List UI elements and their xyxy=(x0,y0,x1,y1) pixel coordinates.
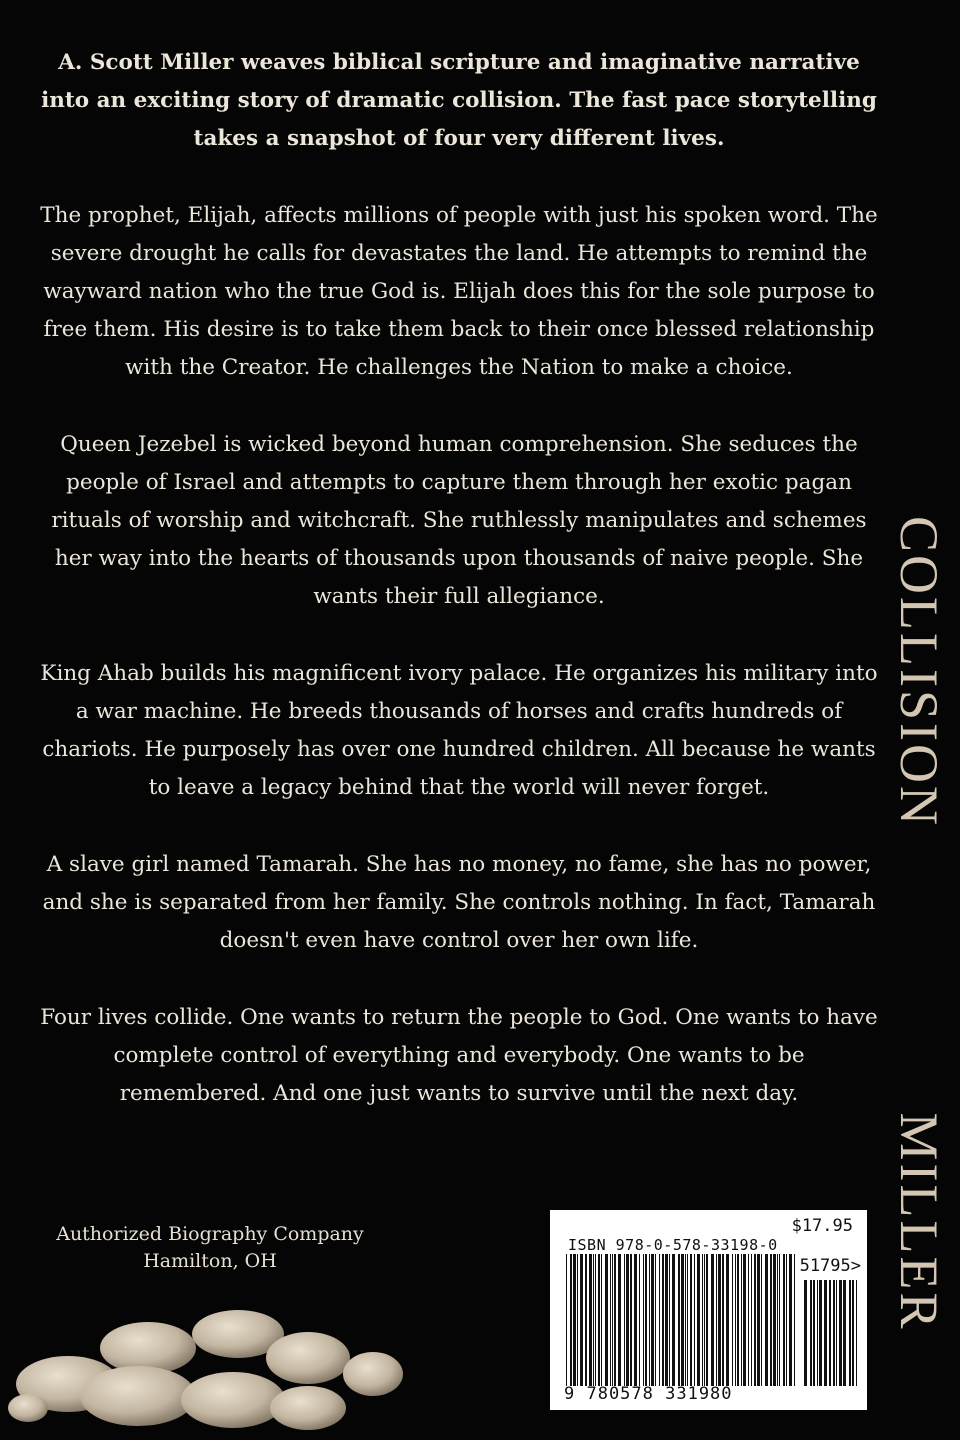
barcode-bar xyxy=(662,1254,664,1386)
barcode-bar xyxy=(634,1254,637,1386)
barcode-bar xyxy=(702,1254,703,1386)
stones-illustration xyxy=(8,1296,418,1436)
barcode-bar xyxy=(589,1254,592,1386)
barcode-bar xyxy=(624,1254,625,1386)
barcode-bar xyxy=(804,1280,807,1386)
barcode-bar xyxy=(711,1254,714,1386)
closing-paragraph: Four lives collide. One wants to return the people to God. One wants to have complete control of everything and everybody. One wants to be remembered. And one just wants to survive until the next day. xyxy=(40,1005,878,1106)
barcode-bar xyxy=(614,1254,616,1386)
barcode-bar xyxy=(612,1254,613,1386)
barcode-bar xyxy=(765,1254,768,1386)
barcode-bar xyxy=(794,1254,795,1386)
barcode-bar xyxy=(741,1254,742,1386)
barcode-bar xyxy=(605,1254,608,1386)
barcode-bar xyxy=(737,1254,739,1386)
spine-author: MILLER xyxy=(889,1112,949,1332)
barcode-bar xyxy=(732,1254,733,1386)
tamarah-paragraph: A slave girl named Tamarah. She has no money, no fame, she has no power, and she is separated from her family. She controls nothing. In fact, Tamarah doesn't even have control over her own life. xyxy=(42,852,876,953)
barcode-bar xyxy=(786,1254,787,1386)
barcode-bar xyxy=(824,1280,827,1386)
stone xyxy=(266,1332,350,1384)
barcode-bar xyxy=(829,1280,831,1386)
barcode-bar xyxy=(819,1280,822,1386)
barcode-bar xyxy=(643,1254,644,1386)
barcode-bar xyxy=(601,1254,602,1386)
barcode-bar xyxy=(777,1254,778,1386)
isbn-label: ISBN 978-0-578-33198-0 xyxy=(568,1236,778,1254)
barcode-bar xyxy=(665,1254,668,1386)
addon-barcode-bars xyxy=(804,1280,860,1386)
barcode-bar xyxy=(852,1280,854,1386)
barcode-bar xyxy=(779,1254,780,1386)
barcode-bar xyxy=(595,1254,596,1386)
barcode-bar xyxy=(836,1280,837,1386)
book-spine xyxy=(878,0,960,1440)
barcode-bar xyxy=(639,1254,640,1386)
barcode-bar xyxy=(856,1280,857,1386)
barcode-bar xyxy=(704,1254,705,1386)
barcode-bar xyxy=(570,1254,572,1386)
stone xyxy=(80,1366,196,1426)
barcode-bar xyxy=(833,1280,835,1386)
publisher-location: Hamilton, OH xyxy=(143,1250,277,1272)
barcode-bar xyxy=(593,1254,594,1386)
barcode-bar xyxy=(672,1254,675,1386)
publisher-imprint xyxy=(40,1221,380,1275)
barcode-bar xyxy=(678,1254,680,1386)
back-cover-description xyxy=(40,44,878,1152)
barcode-bar xyxy=(743,1254,746,1386)
barcode-bar xyxy=(659,1254,660,1386)
barcode-bar xyxy=(783,1254,785,1386)
barcode-bar xyxy=(716,1254,717,1386)
barcode-bar xyxy=(645,1254,647,1386)
barcode-bar xyxy=(618,1254,621,1386)
barcode-bar xyxy=(810,1280,812,1386)
publisher-name: Authorized Biography Company xyxy=(56,1223,364,1245)
barcode-bar xyxy=(669,1254,670,1386)
barcode-bar xyxy=(849,1280,851,1386)
stone xyxy=(181,1372,285,1428)
isbn-barcode xyxy=(550,1210,867,1410)
jezebel-paragraph: Queen Jezebel is wicked beyond human comprehension. She seduces the people of Israel and attempts to capture them through her exotic pagan rituals of worship and witchcraft. She ruthlessly manipulates and schemes her way into the hearts of thousands upon thousands of naive people. She wants their full allegiance. xyxy=(51,432,867,609)
stone xyxy=(270,1386,346,1430)
stone xyxy=(100,1322,196,1374)
barcode-bar xyxy=(706,1254,708,1386)
barcode-bar xyxy=(685,1254,686,1386)
barcode-bar xyxy=(789,1254,792,1386)
barcode-bar xyxy=(655,1254,656,1386)
barcode-bar xyxy=(754,1254,756,1386)
barcode-bar xyxy=(770,1254,772,1386)
barcode-bar xyxy=(813,1280,815,1386)
barcode-bar xyxy=(566,1254,567,1386)
stone xyxy=(343,1352,403,1396)
stone xyxy=(8,1394,48,1422)
barcode-bar xyxy=(577,1254,578,1386)
barcode-bar xyxy=(690,1254,692,1386)
barcode-bar xyxy=(630,1254,632,1386)
barcode-bar xyxy=(773,1254,776,1386)
barcode-bar xyxy=(843,1280,846,1386)
barcode-bar xyxy=(585,1254,587,1386)
barcode-bars xyxy=(566,1254,798,1386)
barcode-bar xyxy=(598,1254,600,1386)
ean-number: 9 780578 331980 xyxy=(564,1384,733,1404)
barcode-bar xyxy=(735,1254,736,1386)
barcode-bar xyxy=(697,1254,700,1386)
barcode-bar xyxy=(649,1254,650,1386)
price-label: $17.95 xyxy=(791,1216,853,1236)
barcode-bar xyxy=(748,1254,749,1386)
elijah-paragraph: The prophet, Elijah, affects millions of people with just his spoken word. The severe drought he calls for devastates the land. He attempts to remind the wayward nation who the true God is. Elijah does this for the sole purpose to free them. His desire is to take them back to their once blessed relationship with the Creator. He challenges the Nation to make a choice. xyxy=(40,203,878,380)
spine-title: COLLISION xyxy=(889,516,949,828)
barcode-bar xyxy=(694,1254,695,1386)
barcode-bar xyxy=(726,1254,729,1386)
barcode-bar xyxy=(751,1254,752,1386)
barcode-bar xyxy=(626,1254,629,1386)
barcode-bar xyxy=(839,1280,842,1386)
barcode-bar xyxy=(718,1254,721,1386)
barcode-bar xyxy=(722,1254,724,1386)
barcode-bar xyxy=(817,1280,818,1386)
price-addon-code: 51795> xyxy=(799,1256,861,1276)
barcode-bar xyxy=(757,1254,760,1386)
ahab-paragraph: King Ahab builds his magnificent ivory palace. He organizes his military into a war machine. He breeds thousands of horses and crafts hundreds of chariots. He purposely has over one hundred children. All because he wants to leave a legacy behind that the world will never forget. xyxy=(40,661,878,800)
barcode-bar xyxy=(651,1254,654,1386)
barcode-bar xyxy=(573,1254,576,1386)
intro-paragraph: A. Scott Miller weaves biblical scripture and imaginative narrative into an exciting story of dramatic collision. The fast pace storytelling takes a snapshot of four very different lives. xyxy=(41,50,877,151)
barcode-bar xyxy=(761,1254,762,1386)
barcode-bar xyxy=(681,1254,684,1386)
barcode-bar xyxy=(580,1254,583,1386)
barcode-bar xyxy=(610,1254,611,1386)
barcode-bar xyxy=(687,1254,688,1386)
